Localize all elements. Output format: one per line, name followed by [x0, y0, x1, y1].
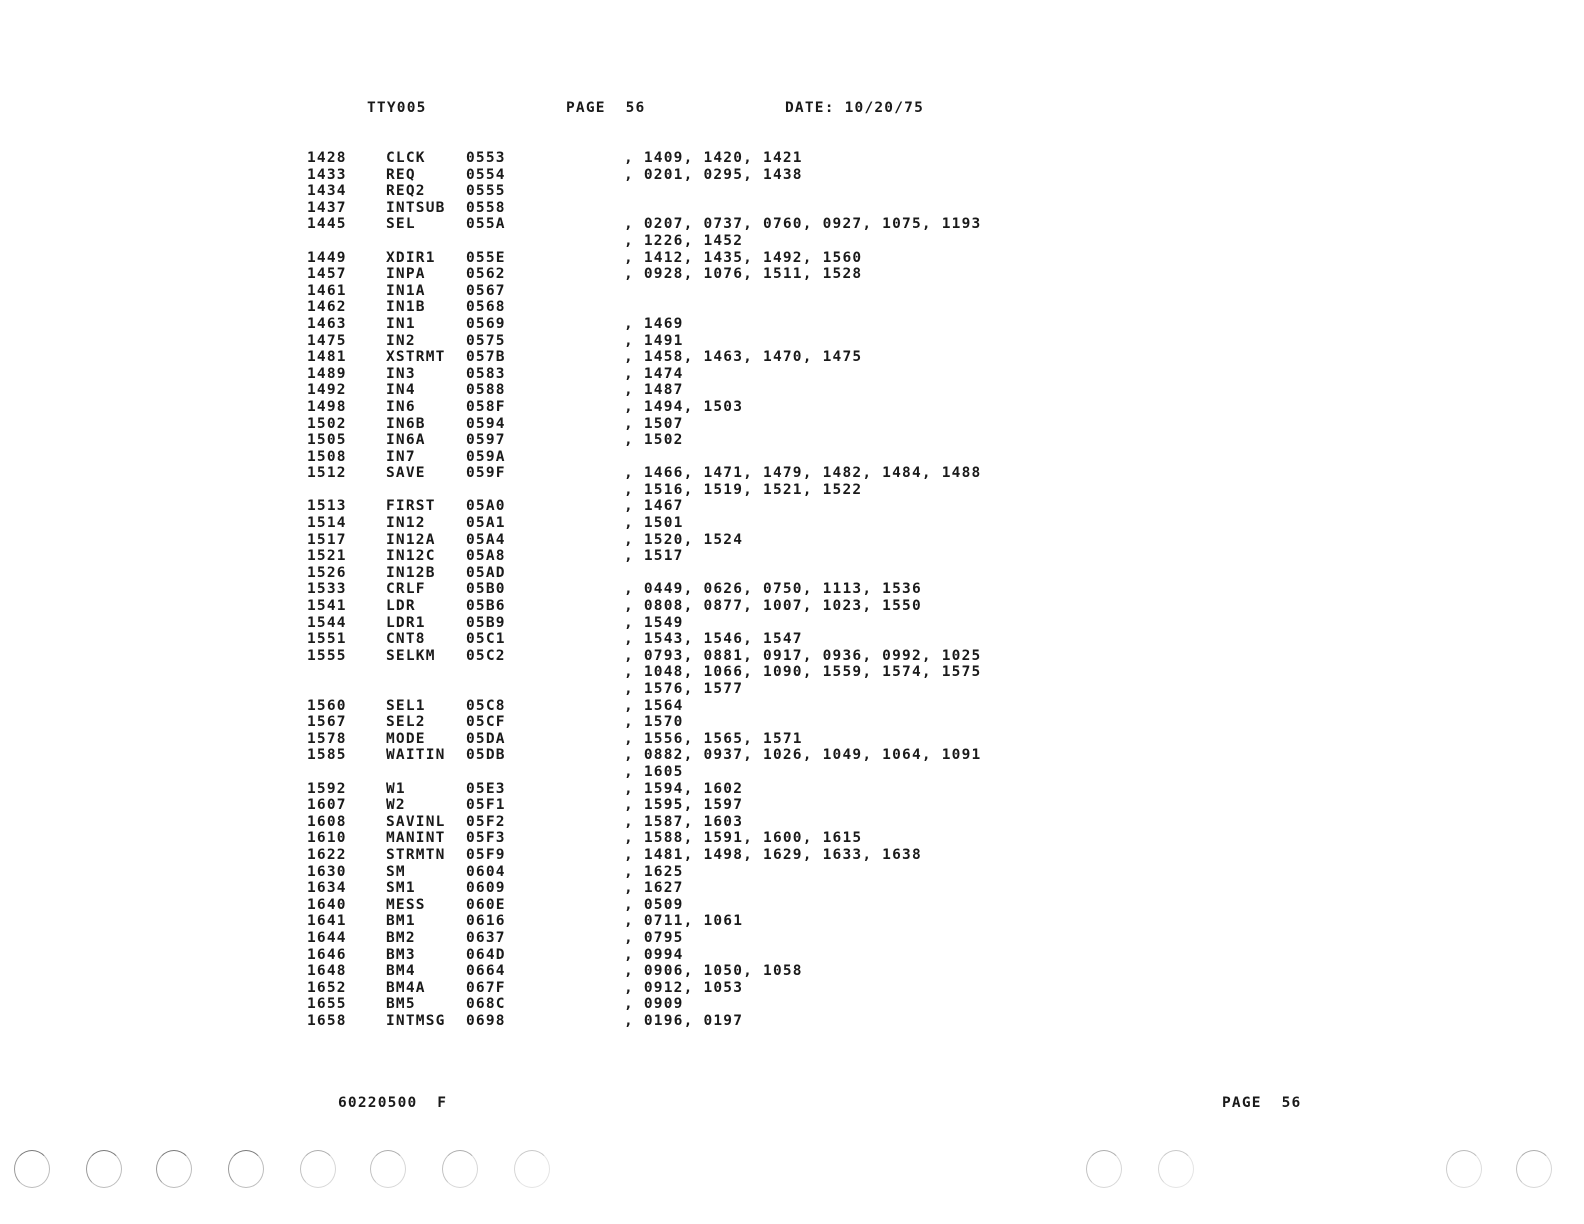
table-row — [307, 847, 1027, 864]
symbol-name: IN2 — [386, 332, 416, 349]
line-number: 1449 — [307, 249, 347, 266]
line-number: 1652 — [307, 979, 347, 996]
reference-list: , 1409, 1420, 1421 — [624, 150, 803, 166]
symbol-name: FIRST — [386, 498, 436, 515]
sprocket-hole — [14, 1150, 50, 1188]
symbol-name: BM4 — [386, 963, 416, 980]
reference-list: , 0909 — [624, 996, 684, 1013]
table-row — [307, 266, 1027, 283]
line-number: 1463 — [307, 315, 347, 332]
hex-address: 0594 — [466, 415, 506, 432]
line-number: 1492 — [307, 382, 347, 399]
hex-address: 059F — [466, 465, 506, 482]
table-row — [307, 250, 1027, 267]
table-row — [307, 648, 1027, 665]
hex-address: 064D — [466, 946, 506, 963]
table-row — [307, 864, 1027, 881]
hex-address: 0588 — [466, 382, 506, 399]
sprocket-hole — [86, 1150, 122, 1188]
symbol-name: LDR — [386, 598, 416, 615]
symbol-name: SEL — [386, 216, 416, 233]
hex-address: 0583 — [466, 365, 506, 382]
reference-list: , 1507 — [624, 415, 684, 432]
table-row — [307, 913, 1027, 930]
table-row — [307, 382, 1027, 399]
line-number: 1508 — [307, 448, 347, 465]
reference-list: , 1594, 1602 — [624, 780, 744, 797]
table-row — [307, 465, 1027, 482]
hex-address: 055A — [466, 216, 506, 233]
symbol-name: SELKM — [386, 647, 436, 664]
table-row — [307, 980, 1027, 997]
line-number: 1648 — [307, 963, 347, 980]
hex-address: 0562 — [466, 266, 506, 283]
hex-address: 05F1 — [466, 797, 506, 814]
sprocket-hole — [1446, 1150, 1482, 1188]
symbol-name: SAVINL — [386, 813, 446, 830]
table-row — [307, 216, 1027, 233]
hex-address: 0664 — [466, 963, 506, 980]
hex-address: 057B — [466, 349, 506, 366]
table-row — [307, 183, 1027, 200]
sprocket-hole — [228, 1150, 264, 1188]
reference-list: , 1494, 1503 — [624, 398, 744, 415]
reference-list: , 0207, 0737, 0760, 0927, 1075, 1193 — [624, 216, 982, 233]
line-number: 1505 — [307, 432, 347, 449]
symbol-name: SM1 — [386, 880, 416, 897]
table-row — [307, 764, 1027, 781]
symbol-name: REQ — [386, 166, 416, 183]
table-row — [307, 797, 1027, 814]
hex-address: 05DA — [466, 730, 506, 747]
reference-list: , 0793, 0881, 0917, 0936, 0992, 1025 — [624, 647, 982, 664]
symbol-name: BM1 — [386, 913, 416, 930]
symbol-name: W1 — [386, 780, 406, 797]
symbol-name: IN1B — [386, 299, 426, 316]
table-row — [307, 814, 1027, 831]
line-number: 1608 — [307, 813, 347, 830]
line-number: 1640 — [307, 896, 347, 913]
hex-address: 058F — [466, 398, 506, 415]
reference-list: , 1595, 1597 — [624, 797, 744, 814]
sprocket-hole — [1158, 1150, 1194, 1188]
symbol-name: IN3 — [386, 365, 416, 382]
table-row — [307, 581, 1027, 598]
symbol-name: MESS — [386, 896, 426, 913]
symbol-cross-reference-table — [307, 150, 1027, 1029]
hex-address: 0698 — [466, 1012, 506, 1029]
line-number: 1630 — [307, 863, 347, 880]
hex-address: 0567 — [466, 282, 506, 299]
table-row — [307, 963, 1027, 980]
symbol-name: IN1 — [386, 315, 416, 332]
symbol-name: LDR1 — [386, 614, 426, 631]
hex-address: 0555 — [466, 183, 506, 200]
reference-list: , 0449, 0626, 0750, 1113, 1536 — [624, 581, 922, 598]
line-number: 1544 — [307, 614, 347, 631]
sprocket-hole — [370, 1150, 406, 1188]
hex-address: 0597 — [466, 432, 506, 449]
line-number: 1433 — [307, 166, 347, 183]
symbol-name: IN7 — [386, 448, 416, 465]
hex-address: 05B9 — [466, 614, 506, 631]
table-row — [307, 498, 1027, 515]
reference-list: , 0795 — [624, 929, 684, 946]
program-name: TTY005 — [367, 100, 427, 116]
sprocket-hole — [514, 1150, 550, 1188]
line-number: 1560 — [307, 697, 347, 714]
hex-address: 05CF — [466, 714, 506, 731]
hex-address: 068C — [466, 996, 506, 1013]
line-number: 1445 — [307, 216, 347, 233]
table-row — [307, 681, 1027, 698]
line-number: 1437 — [307, 199, 347, 216]
line-number: 1502 — [307, 415, 347, 432]
reference-list: , 1481, 1498, 1629, 1633, 1638 — [624, 846, 922, 863]
line-number: 1578 — [307, 730, 347, 747]
hex-address: 05A4 — [466, 531, 506, 548]
hex-address: 0616 — [466, 913, 506, 930]
symbol-name: INTMSG — [386, 1012, 446, 1029]
symbol-name: BM5 — [386, 996, 416, 1013]
symbol-name: W2 — [386, 797, 406, 814]
hex-address: 05F2 — [466, 813, 506, 830]
line-number: 1521 — [307, 548, 347, 565]
reference-list: , 1605 — [624, 763, 684, 780]
reference-list: , 1469 — [624, 315, 684, 332]
line-number: 1658 — [307, 1012, 347, 1029]
symbol-name: IN1A — [386, 282, 426, 299]
footer-page-number: PAGE 56 — [1222, 1095, 1302, 1111]
listing-date: DATE: 10/20/75 — [785, 100, 925, 116]
line-number: 1498 — [307, 398, 347, 415]
line-number: 1634 — [307, 880, 347, 897]
hex-address: 05C1 — [466, 631, 506, 648]
symbol-name: IN12B — [386, 564, 436, 581]
line-number: 1462 — [307, 299, 347, 316]
reference-list: , 1556, 1565, 1571 — [624, 730, 803, 747]
table-row — [307, 897, 1027, 914]
reference-list: , 1474 — [624, 365, 684, 382]
symbol-name: XSTRMT — [386, 349, 446, 366]
reference-list: , 0882, 0937, 1026, 1049, 1064, 1091 — [624, 747, 982, 764]
line-number: 1461 — [307, 282, 347, 299]
symbol-name: SAVE — [386, 465, 426, 482]
reference-list: , 1564 — [624, 697, 684, 714]
reference-list: , 1543, 1546, 1547 — [624, 631, 803, 648]
hex-address: 0609 — [466, 880, 506, 897]
symbol-name: BM4A — [386, 979, 426, 996]
reference-list: , 1502 — [624, 432, 684, 449]
line-number: 1514 — [307, 515, 347, 532]
reference-list: , 0201, 0295, 1438 — [624, 166, 803, 183]
symbol-name: SEL2 — [386, 714, 426, 731]
reference-list: , 1458, 1463, 1470, 1475 — [624, 349, 863, 366]
hex-address: 0575 — [466, 332, 506, 349]
reference-list: , 1588, 1591, 1600, 1615 — [624, 830, 863, 847]
table-row — [307, 333, 1027, 350]
table-row — [307, 598, 1027, 615]
table-row — [307, 449, 1027, 466]
table-row — [307, 548, 1027, 565]
sprocket-hole — [1516, 1150, 1552, 1188]
table-row — [307, 532, 1027, 549]
line-number: 1533 — [307, 581, 347, 598]
line-number: 1592 — [307, 780, 347, 797]
symbol-name: INPA — [386, 266, 426, 283]
reference-list: , 1570 — [624, 714, 684, 731]
table-row — [307, 299, 1027, 316]
hex-address: 055E — [466, 249, 506, 266]
table-row — [307, 880, 1027, 897]
line-number: 1641 — [307, 913, 347, 930]
line-number: 1607 — [307, 797, 347, 814]
reference-list: , 1576, 1577 — [624, 681, 744, 697]
line-number: 1555 — [307, 647, 347, 664]
line-number: 1526 — [307, 564, 347, 581]
table-row — [307, 200, 1027, 217]
line-number: 1541 — [307, 598, 347, 615]
symbol-name: IN6 — [386, 398, 416, 415]
table-row — [307, 731, 1027, 748]
table-row — [307, 631, 1027, 648]
line-number: 1489 — [307, 365, 347, 382]
document-number: 60220500 F — [338, 1095, 448, 1111]
sprocket-hole — [300, 1150, 336, 1188]
hex-address: 05B0 — [466, 581, 506, 598]
reference-list: , 1226, 1452 — [624, 232, 744, 249]
sprocket-hole — [442, 1150, 478, 1188]
hex-address: 05B6 — [466, 598, 506, 615]
reference-list: , 1517 — [624, 548, 684, 565]
symbol-name: IN6A — [386, 432, 426, 449]
symbol-name: IN12 — [386, 515, 426, 532]
hex-address: 0553 — [466, 150, 506, 166]
hex-address: 05F3 — [466, 830, 506, 847]
reference-list: , 1501 — [624, 515, 684, 532]
reference-list: , 1048, 1066, 1090, 1559, 1574, 1575 — [624, 664, 982, 681]
reference-list: , 1520, 1524 — [624, 531, 744, 548]
reference-list: , 1491 — [624, 332, 684, 349]
symbol-name: CLCK — [386, 150, 426, 166]
hex-address: 059A — [466, 448, 506, 465]
table-row — [307, 482, 1027, 499]
hex-address: 05C8 — [466, 697, 506, 714]
hex-address: 0637 — [466, 929, 506, 946]
hex-address: 05F9 — [466, 846, 506, 863]
table-row — [307, 996, 1027, 1013]
line-number: 1610 — [307, 830, 347, 847]
table-row — [307, 432, 1027, 449]
line-number: 1622 — [307, 846, 347, 863]
symbol-name: BM2 — [386, 929, 416, 946]
table-row — [307, 830, 1027, 847]
line-number: 1434 — [307, 183, 347, 200]
sprocket-hole — [1086, 1150, 1122, 1188]
symbol-name: CNT8 — [386, 631, 426, 648]
reference-list: , 0711, 1061 — [624, 913, 744, 930]
reference-list: , 0994 — [624, 946, 684, 963]
reference-list: , 1587, 1603 — [624, 813, 744, 830]
table-row — [307, 947, 1027, 964]
hex-address: 05DB — [466, 747, 506, 764]
table-row — [307, 747, 1027, 764]
line-number: 1551 — [307, 631, 347, 648]
table-row — [307, 781, 1027, 798]
reference-list: , 1466, 1471, 1479, 1482, 1484, 1488 — [624, 465, 982, 482]
symbol-name: IN12A — [386, 531, 436, 548]
symbol-name: INTSUB — [386, 199, 446, 216]
reference-list: , 0196, 0197 — [624, 1012, 744, 1029]
sprocket-hole — [156, 1150, 192, 1188]
symbol-name: STRMTN — [386, 846, 446, 863]
symbol-name: SM — [386, 863, 406, 880]
symbol-name: IN4 — [386, 382, 416, 399]
line-number: 1517 — [307, 531, 347, 548]
table-row — [307, 565, 1027, 582]
line-number: 1457 — [307, 266, 347, 283]
reference-list: , 1516, 1519, 1521, 1522 — [624, 481, 863, 498]
table-row — [307, 366, 1027, 383]
table-row — [307, 930, 1027, 947]
line-number: 1512 — [307, 465, 347, 482]
symbol-name: MANINT — [386, 830, 446, 847]
reference-list: , 1487 — [624, 382, 684, 399]
line-number: 1644 — [307, 929, 347, 946]
reference-list: , 0928, 1076, 1511, 1528 — [624, 266, 863, 283]
symbol-name: IN12C — [386, 548, 436, 565]
reference-list: , 1412, 1435, 1492, 1560 — [624, 249, 863, 266]
table-row — [307, 283, 1027, 300]
symbol-name: XDIR1 — [386, 249, 436, 266]
hex-address: 05A0 — [466, 498, 506, 515]
table-row — [307, 233, 1027, 250]
table-row — [307, 714, 1027, 731]
reference-list: , 1625 — [624, 863, 684, 880]
table-row — [307, 416, 1027, 433]
hex-address: 0569 — [466, 315, 506, 332]
hex-address: 060E — [466, 896, 506, 913]
table-row — [307, 316, 1027, 333]
reference-list: , 1467 — [624, 498, 684, 515]
page-number: PAGE 56 — [566, 100, 646, 116]
line-number: 1513 — [307, 498, 347, 515]
reference-list: , 0906, 1050, 1058 — [624, 963, 803, 980]
hex-address: 0558 — [466, 199, 506, 216]
table-row — [307, 167, 1027, 184]
hex-address: 05AD — [466, 564, 506, 581]
hex-address: 05A8 — [466, 548, 506, 565]
symbol-name: BM3 — [386, 946, 416, 963]
table-row — [307, 698, 1027, 715]
hex-address: 05E3 — [466, 780, 506, 797]
symbol-name: CRLF — [386, 581, 426, 598]
table-row — [307, 664, 1027, 681]
hex-address: 0604 — [466, 863, 506, 880]
table-row — [307, 349, 1027, 366]
hex-address: 067F — [466, 979, 506, 996]
reference-list: , 0808, 0877, 1007, 1023, 1550 — [624, 598, 922, 615]
line-number: 1567 — [307, 714, 347, 731]
symbol-name: REQ2 — [386, 183, 426, 200]
line-number: 1475 — [307, 332, 347, 349]
reference-list: , 0509 — [624, 896, 684, 913]
table-row — [307, 1013, 1027, 1030]
table-row — [307, 515, 1027, 532]
hex-address: 0554 — [466, 166, 506, 183]
table-row — [307, 615, 1027, 632]
table-row — [307, 399, 1027, 416]
hex-address: 05C2 — [466, 647, 506, 664]
symbol-name: MODE — [386, 730, 426, 747]
symbol-name: SEL1 — [386, 697, 426, 714]
symbol-name: IN6B — [386, 415, 426, 432]
line-number: 1481 — [307, 349, 347, 366]
line-number: 1646 — [307, 946, 347, 963]
line-number: 1585 — [307, 747, 347, 764]
table-row — [307, 150, 1027, 167]
hex-address: 05A1 — [466, 515, 506, 532]
line-number: 1428 — [307, 150, 347, 166]
reference-list: , 1627 — [624, 880, 684, 897]
reference-list: , 0912, 1053 — [624, 979, 744, 996]
line-number: 1655 — [307, 996, 347, 1013]
symbol-name: WAITIN — [386, 747, 446, 764]
reference-list: , 1549 — [624, 614, 684, 631]
hex-address: 0568 — [466, 299, 506, 316]
